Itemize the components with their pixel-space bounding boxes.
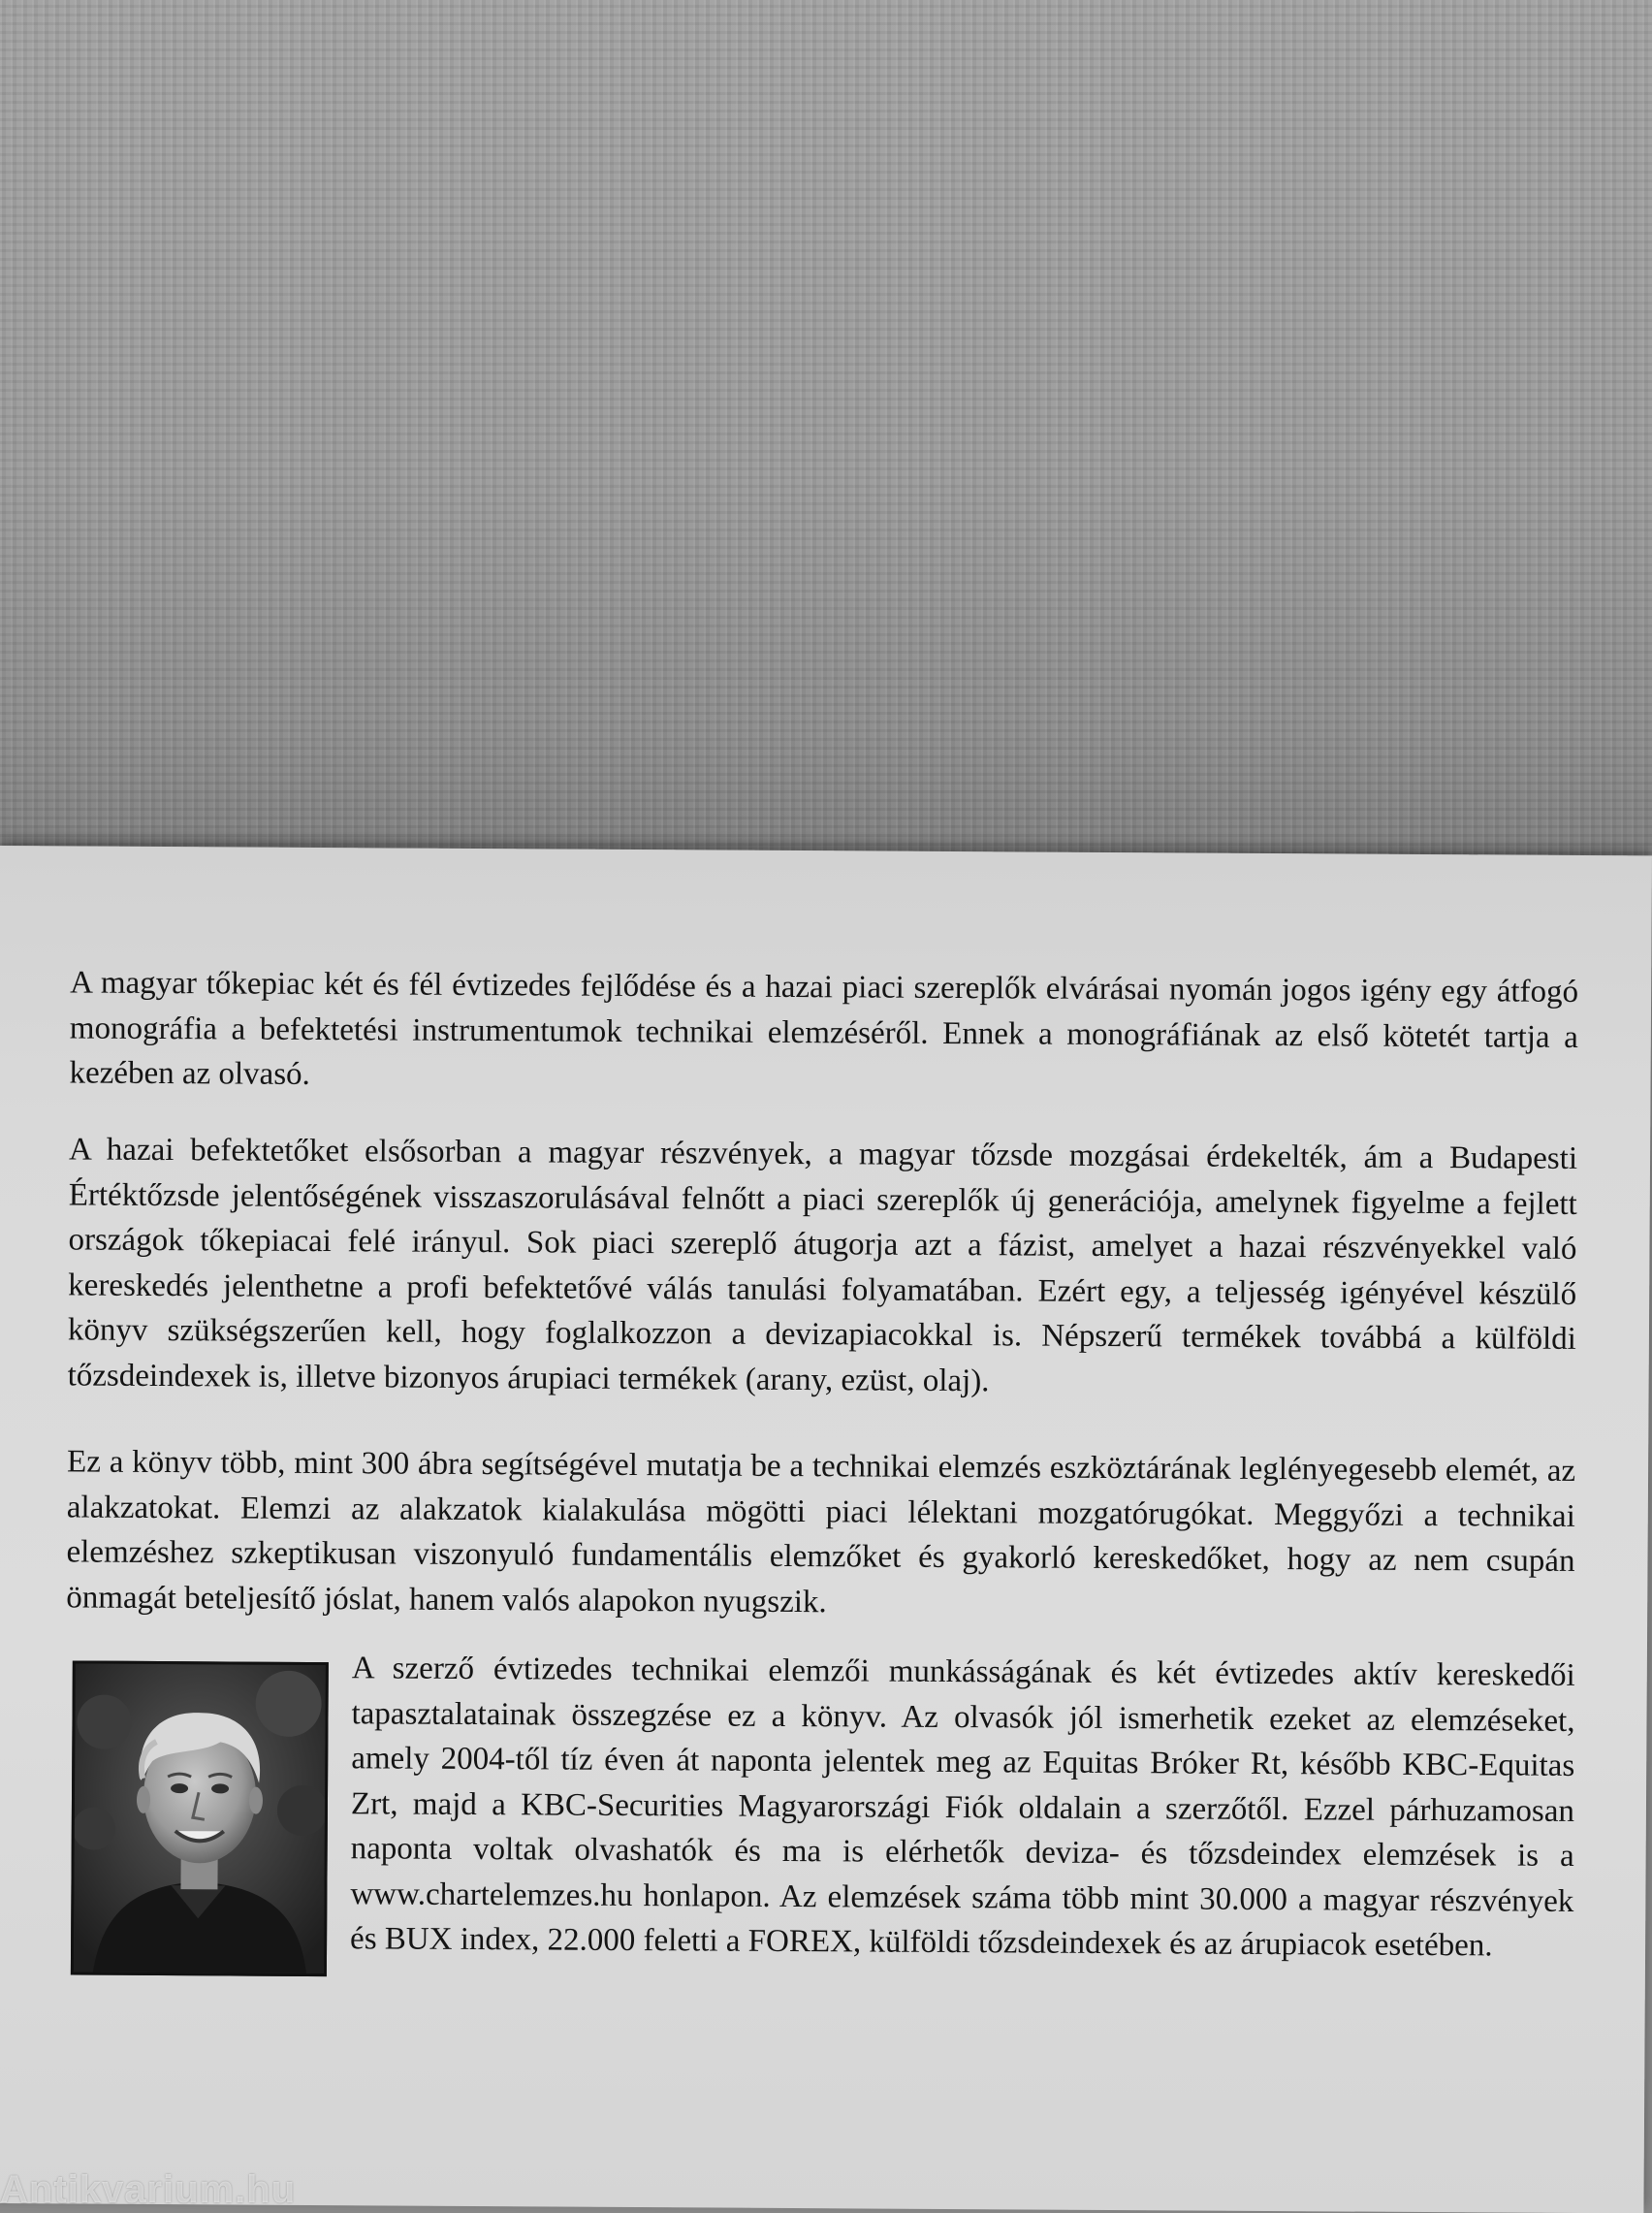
author-portrait-image (74, 1663, 326, 1973)
author-photo (71, 1660, 329, 1976)
author-paragraph: A szerző évtizedes technikai elemzői munkásságának és két évtizedes aktív kereskedői tapasztalatainak összegzése ez a könyv. Az olvasók jól ismerhetik ezeket az elemzéseket, amely 2004-től tíz éven át naponta jelentek meg az Equitas Bróker Rt, később KBC-Equitas Zrt, majd a KBC-Securities Magyarországi Fiók oldalain a szerzőtől. Ezzel párhuzamosan naponta voltak olvashatók és ma is elérhetők deviza- és tőzsdeindex elemzések is a www.chartelemzes.hu honlapon. Az elemzések száma több mint 30.000 a magyar részvények és BUX index, 22.000 feletti a FOREX, külföldi tőzsdeindexek és az árupiacok esetében. (350, 1651, 1575, 1964)
watermark: Antikvarium.hu (0, 2168, 297, 2211)
book-back-cover (0, 846, 1652, 2213)
intro-paragraph: A magyar tőkepiac két és fél évtizedes fejlődése és a hazai piaci szereplők elvárásai nyomán jogos igény egy átfogó monográfia a befektetési instrumentumok technikai elemzéséről. Ennek a monográfiának az első kötetét tartja a kezében az olvasó. (69, 965, 1579, 1092)
book-content-paragraph: Ez a könyv több, mint 300 ábra segítségével mutatja be a technikai elemzés eszköztárának leglényegesebb elemét, az alakzatokat. Elemzi az alakzatok kialakulása mögötti piaci lélektani mozgatórugókat. Meggyőzi a technikai elemzéshez szkeptikusan viszonyuló fundamentális elemzőket és gyakorló kereskedőket, hogy az nem csupán önmagát beteljesítő jóslat, hanem valós alapokon nyugszik. (66, 1444, 1576, 1620)
investors-paragraph: A hazai befektetőket elsősorban a magyar részvények, a magyar tőzsde mozgásai érdekelték, ám a Budapesti Értéktőzsde jelentőségének visszaszorulásával felnőtt a piaci szereplők új generációja, amelynek figyelme a fejlett országok tőkepiacai felé irányul. Sok piaci szereplő átugorja azt a fázist, amelyet a hazai részvényekkel való kereskedés jelenthetne a profi befektetővé válás tanulási folyamatában. Ezért egy, a teljesség igényével készülő könyv szükségszerűen kell, hogy foglalkozzon a devizapiacokkal is. Népszerű termékek továbbá a külföldi tőzsdeindexek is, illetve bizonyos árupiaci termékek (arany, ezüst, olaj). (67, 1132, 1578, 1398)
background-surface (0, 0, 1652, 863)
